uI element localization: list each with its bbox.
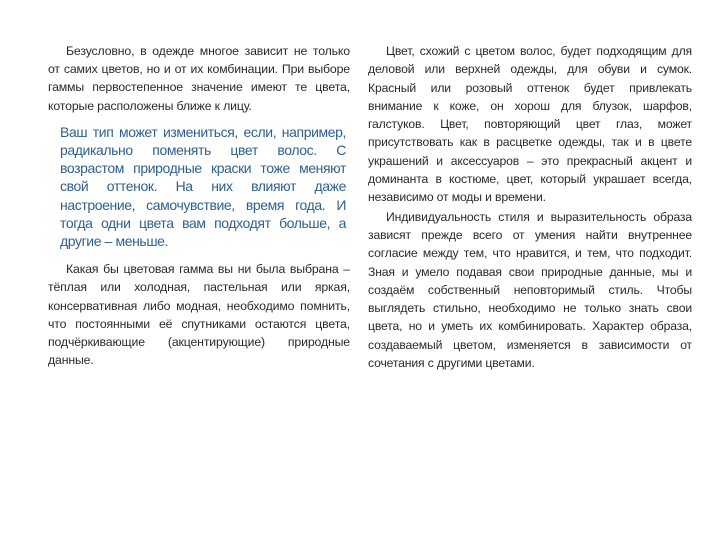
left-paragraph-gamma: Какая бы цветовая гамма вы ни была выбрана – тёплая или холодная, пастельная или яркая, консервативная либо модная, необходимо помнить, что постоянными её спутниками остаются цвета, подчёркивающие (акцентирующие) природные данные. [48,262,350,368]
left-paragraph-intro: Безусловно, в одежде многое зависит не только от самих цветов, но и от их комбинации. При выборе гаммы первостепенное значение имеют те цвета, которые расположены ближе к лицу. [48,44,350,113]
right-paragraph-individuality: Индивидуальность стиля и выразительность образа зависят прежде всего от умения найти внутреннее согласие между тем, что нравится, и тем, что подходит. Зная и умело подавая свои природные данные, мы и создаём собственный неповторимый стиль. Чтобы выглядеть стильно, необходимо не только знать свои цвета, но и уметь их комбинировать. Характер образа, создаваемый цветом, изменяется в зависимости от сочетания с другими цветами. [368,209,692,371]
right-column [368,42,692,372]
right-paragraph-color-matching: Цвет, схожий с цветом волос, будет подходящим для деловой или верхней одежды, для обуви и сумок. Красный или розовый оттенок будет привлекать внимание к коже, он хорош для блузок, шарфов, галстуков. Цвет, повторяющий цвет глаз, может присутствовать как в расцветке одежды, так и в цвете украшений и аксессуаров – это прекрасный акцент и доминанта в костюме, цвет, который украшает всегда, независимо от моды и времени. [368,44,692,205]
highlighted-callout: Ваш тип может измениться, если, например, радикально поменять цвет волос. С возрастом природные краски тоже меняют свой оттенок. На них влияют даже настроение, самочувствие, время года. И тогда одни цвета вам подходят больше, а другие – меньше. [60,123,346,250]
left-column [48,42,350,369]
